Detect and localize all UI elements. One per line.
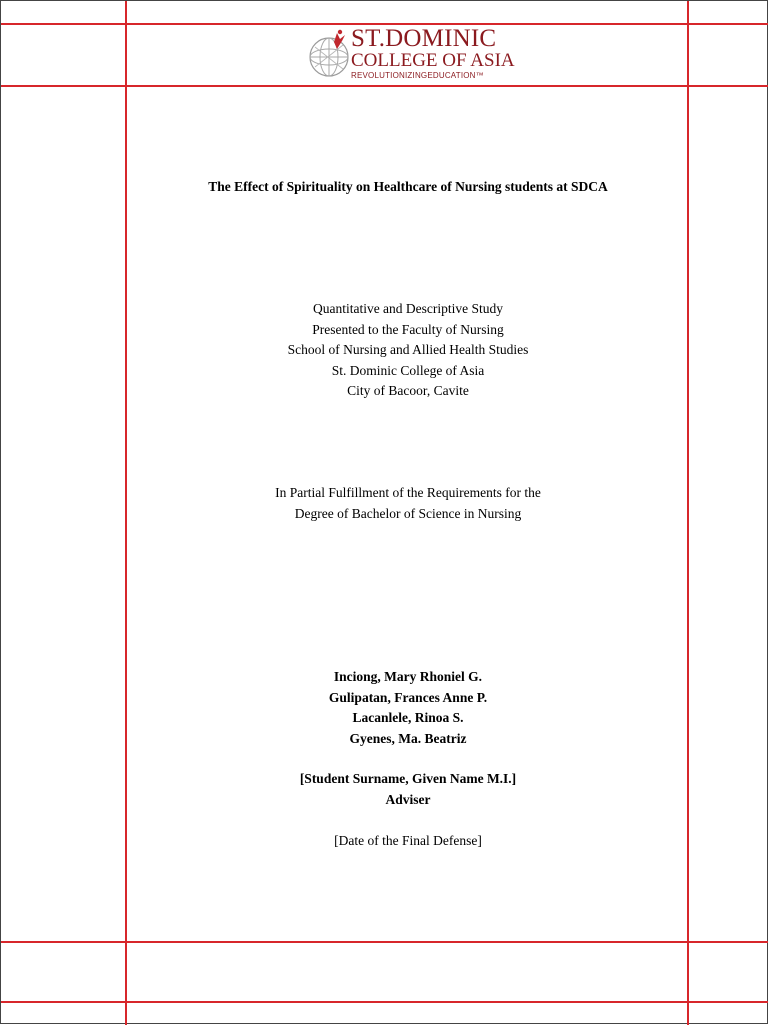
study-line: Quantitative and Descriptive Study [312, 301, 504, 316]
defense-date-block [127, 831, 689, 852]
logo-wordmark [351, 25, 515, 81]
adviser-block [127, 769, 689, 810]
bottom-guide [1, 1001, 768, 1003]
study-line: St. Dominic College of Asia [331, 362, 485, 378]
globe-icon [307, 29, 351, 83]
fulfillment-line: In Partial Fulfillment of the Requirements for the [275, 485, 541, 500]
study-line: Presented to the Faculty of Nursing [312, 321, 504, 337]
header-guide [1, 85, 768, 87]
defense-date: [Date of the Final Defense] [334, 833, 482, 848]
author-name: Lacanlele, Rinoa S. [352, 710, 464, 725]
thesis-title: The Effect of Spirituality on Healthcare of Nursing students at SDCA [208, 179, 608, 194]
adviser-role: Adviser [385, 791, 431, 807]
study-line: School of Nursing and Allied Health Studies [287, 342, 529, 357]
authors-list [127, 667, 689, 749]
fulfillment-statement [127, 483, 689, 524]
author-name: Gyenes, Ma. Beatriz [349, 730, 467, 746]
fulfillment-line: Degree of Bachelor of Science in Nursing [294, 505, 522, 521]
footer-guide [1, 941, 768, 943]
college-logo [307, 25, 515, 83]
title-block [127, 177, 689, 198]
adviser-name: [Student Surname, Given Name M.I.] [299, 771, 517, 786]
study-line: City of Bacoor, Cavite [347, 383, 469, 398]
logo-tagline: REVOLUTIONIZINGEDUCATION™ [351, 71, 484, 80]
study-description [127, 299, 689, 402]
author-name: Gulipatan, Frances Anne P. [328, 689, 488, 705]
author-name: Inciong, Mary Rhoniel G. [333, 669, 483, 684]
logo-line-2: COLLEGE OF ASIA [351, 50, 515, 71]
logo-line-1: ST.DOMINIC [351, 25, 497, 52]
